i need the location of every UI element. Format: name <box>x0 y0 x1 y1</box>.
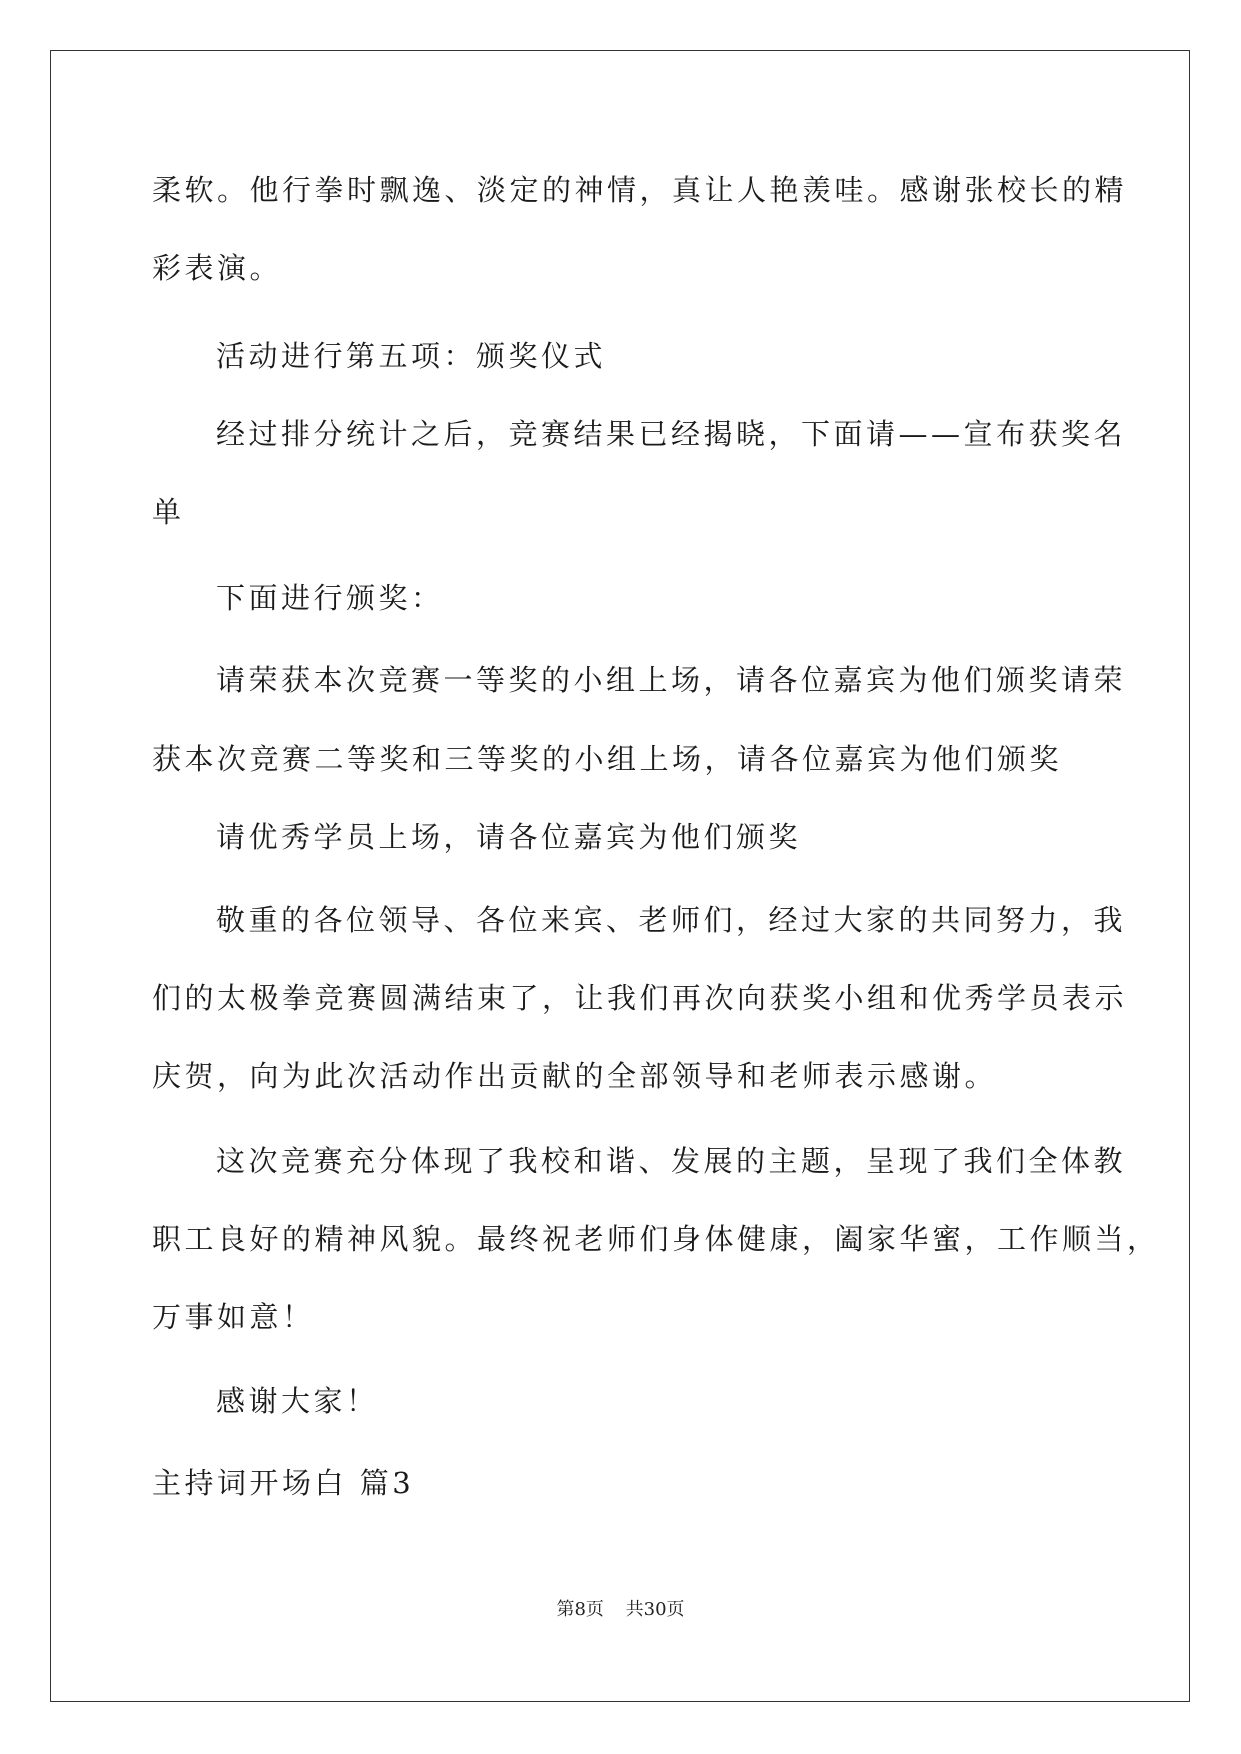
text-line: 职工良好的精神风貌。最终祝老师们身体健康，阖家华蜜，工作顺当， <box>152 1222 1160 1256</box>
text-line: 柔软。他行拳时飘逸、淡定的神情，真让人艳羡哇。感谢张校长的精 <box>152 173 1128 207</box>
text-line: 彩表演。 <box>152 251 283 285</box>
text-line: 万事如意！ <box>152 1300 315 1334</box>
page-total: 共30页 <box>625 1599 685 1620</box>
text-line: 请荣获本次竞赛一等奖的小组上场，请各位嘉宾为他们颁奖请荣 <box>216 663 1127 697</box>
text-line: 这次竞赛充分体现了我校和谐、发展的主题，呈现了我们全体教 <box>216 1144 1127 1178</box>
text-line: 下面进行颁奖： <box>216 581 444 615</box>
section-heading: 活动进行第五项：颁奖仪式 <box>216 339 607 373</box>
text-line: 单 <box>152 495 185 529</box>
page-border <box>50 50 1190 1702</box>
text-line: 敬重的各位领导、各位来宾、老师们，经过大家的共同努力，我 <box>216 903 1127 937</box>
page-footer <box>0 1595 1241 1621</box>
text-line: 获本次竞赛二等奖和三等奖的小组上场，请各位嘉宾为他们颁奖 <box>152 742 1063 776</box>
section-title: 主持词开场白 篇3 <box>152 1466 415 1500</box>
text-line: 经过排分统计之后，竞赛结果已经揭晓，下面请——宣布获奖名 <box>216 417 1127 451</box>
text-line: 请优秀学员上场，请各位嘉宾为他们颁奖 <box>216 820 802 854</box>
page-number: 第8页 <box>556 1599 604 1620</box>
text-line: 庆贺，向为此次活动作出贡献的全部领导和老师表示感谢。 <box>152 1059 998 1093</box>
text-line: 感谢大家！ <box>216 1384 379 1418</box>
text-line: 们的太极拳竞赛圆满结束了，让我们再次向获奖小组和优秀学员表示 <box>152 981 1128 1015</box>
